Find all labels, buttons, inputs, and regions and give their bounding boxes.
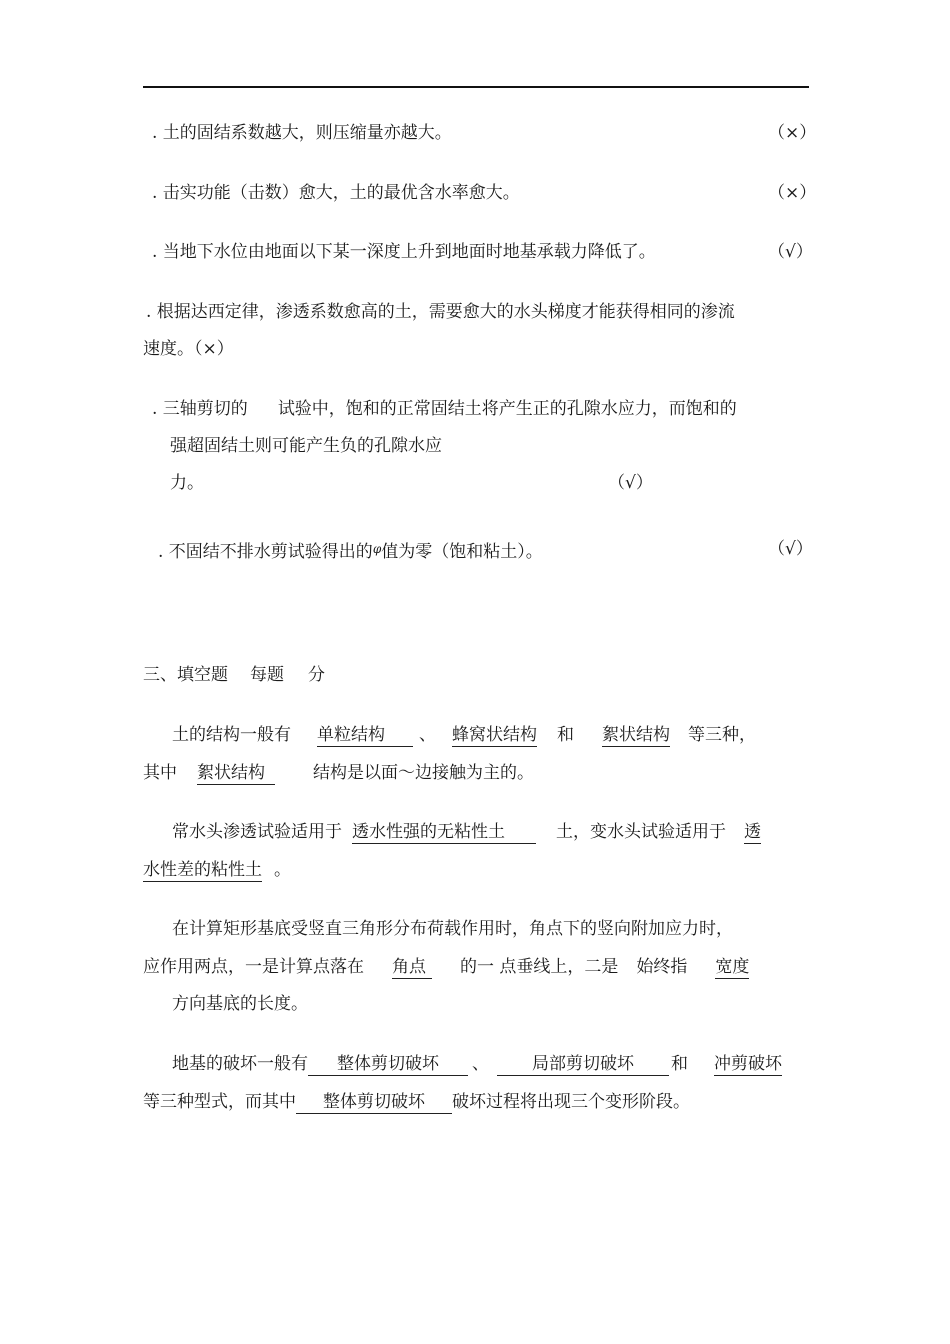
judgement-item-1-text: . 土的固结系数越大，则压缩量亦越大。 xyxy=(152,123,452,143)
fill-q4-and: 和 xyxy=(671,1054,688,1074)
judgement-item-2 xyxy=(152,182,520,204)
fill-q2-line2 xyxy=(143,859,291,882)
section-heading-score-unit: 分 xyxy=(308,665,325,685)
fill-q1-line2-text: 其中 xyxy=(143,763,177,783)
fill-q2-answer-2-part-1: 透 xyxy=(744,822,761,842)
fill-q1-tail: 等三种， xyxy=(688,725,756,745)
fill-q3-answer-2: 宽度 xyxy=(715,957,750,977)
judgement-item-6 xyxy=(158,538,543,563)
fill-q2-line1 xyxy=(172,821,761,844)
fill-q3-line2-mid: 的一 点垂线上，二是 xyxy=(460,957,619,977)
section-heading-per-question: 每题 xyxy=(250,665,284,685)
fill-q4-sep: 、 xyxy=(472,1054,489,1074)
judgement-item-6-text-a: . 不固结不排水剪试验得出的 xyxy=(158,542,373,562)
section-heading-title: 三、填空题 xyxy=(143,665,228,685)
fill-q3-line1: 在计算矩形基底受竖直三角形分布荷载作用时，角点下的竖向附加应力时， xyxy=(172,919,733,939)
section-heading xyxy=(143,664,325,686)
fill-q4-line2 xyxy=(143,1091,690,1114)
fill-q4-answer-3: 冲剪破坏 xyxy=(714,1054,782,1074)
fill-q3-answer-1: 角点 xyxy=(392,957,432,979)
judgement-item-3-mark: （√） xyxy=(768,242,813,262)
fill-q3-line2-tail: 始终指 xyxy=(636,957,688,977)
fill-q4-line1 xyxy=(172,1053,782,1076)
fill-q1-text: 土的结构一般有 xyxy=(172,725,291,745)
fill-q1-answer-4: 絮状结构 xyxy=(197,763,275,785)
fill-q4-line2-tail: 破坏过程将出现三个变形阶段。 xyxy=(452,1092,690,1112)
fill-q3-line3: 方向基底的长度。 xyxy=(172,994,308,1014)
judgement-item-5-line2: 强超固结土则可能产生负的孔隙水应 xyxy=(170,436,442,456)
judgement-item-4-line2: 速度。（×） xyxy=(143,339,234,359)
judgement-item-4-line1: . 根据达西定律，渗透系数愈高的土，需要愈大的水头梯度才能获得相同的渗流 xyxy=(146,302,735,322)
fill-q1-line2-tail: 结构是以面～边接触为主的。 xyxy=(313,763,534,783)
judgement-item-3 xyxy=(152,241,656,263)
judgement-item-1 xyxy=(152,122,452,144)
judgement-item-3-text: . 当地下水位由地面以下某一深度上升到地面时地基承载力降低了。 xyxy=(152,242,656,262)
judgement-item-5-mark: （√） xyxy=(608,473,653,493)
phi-symbol: φ xyxy=(372,542,382,556)
fill-q1-answer-2: 蜂窝状结构 xyxy=(452,725,537,745)
fill-q4-answer-4: 整体剪切破坏 xyxy=(296,1092,452,1114)
fill-q2-answer-2-part-2: 水性差的粘性土 xyxy=(143,860,262,880)
fill-q1-line2 xyxy=(143,762,534,785)
judgement-item-5-text-b: 试验中，饱和的正常固结土将产生正的孔隙水应力，而饱和的 xyxy=(277,399,737,419)
judgement-item-5-line1 xyxy=(152,398,737,420)
fill-q3-line2 xyxy=(143,956,749,979)
judgement-item-6-mark: （√） xyxy=(768,539,813,559)
fill-q4-answer-2: 局部剪切破坏 xyxy=(497,1054,669,1076)
judgement-item-6-text-b: 值为零（饱和粘土）。 xyxy=(381,542,543,562)
fill-q1-answer-1: 单粒结构 xyxy=(317,725,413,747)
fill-q3-line2-text: 应作用两点，一是计算点落在 xyxy=(143,957,364,977)
judgement-item-5-line3: 力。 xyxy=(170,473,204,493)
fill-q2-answer-1: 透水性强的无粘性土 xyxy=(352,822,536,844)
fill-q2-mid: 土，变水头试验适用于 xyxy=(556,822,726,842)
fill-q4-text: 地基的破坏一般有 xyxy=(172,1054,308,1074)
judgement-item-2-mark: （×） xyxy=(768,183,817,203)
fill-q1-and: 和 xyxy=(557,725,574,745)
fill-q4-line2-text: 等三种型式，而其中 xyxy=(143,1092,296,1112)
fill-q2-end: 。 xyxy=(274,860,291,880)
judgement-item-1-mark: （×） xyxy=(768,123,817,143)
fill-q1-line1 xyxy=(172,724,756,747)
fill-q1-sep: 、 xyxy=(419,725,436,745)
fill-q2-text: 常水头渗透试验适用于 xyxy=(172,822,342,842)
fill-q1-answer-3: 絮状结构 xyxy=(602,725,670,745)
judgement-item-5-text-a: . 三轴剪切的 xyxy=(152,399,248,419)
judgement-item-2-text: . 击实功能（击数）愈大，土的最优含水率愈大。 xyxy=(152,183,520,203)
header-rule xyxy=(143,86,809,88)
fill-q4-answer-1: 整体剪切破坏 xyxy=(308,1054,468,1076)
